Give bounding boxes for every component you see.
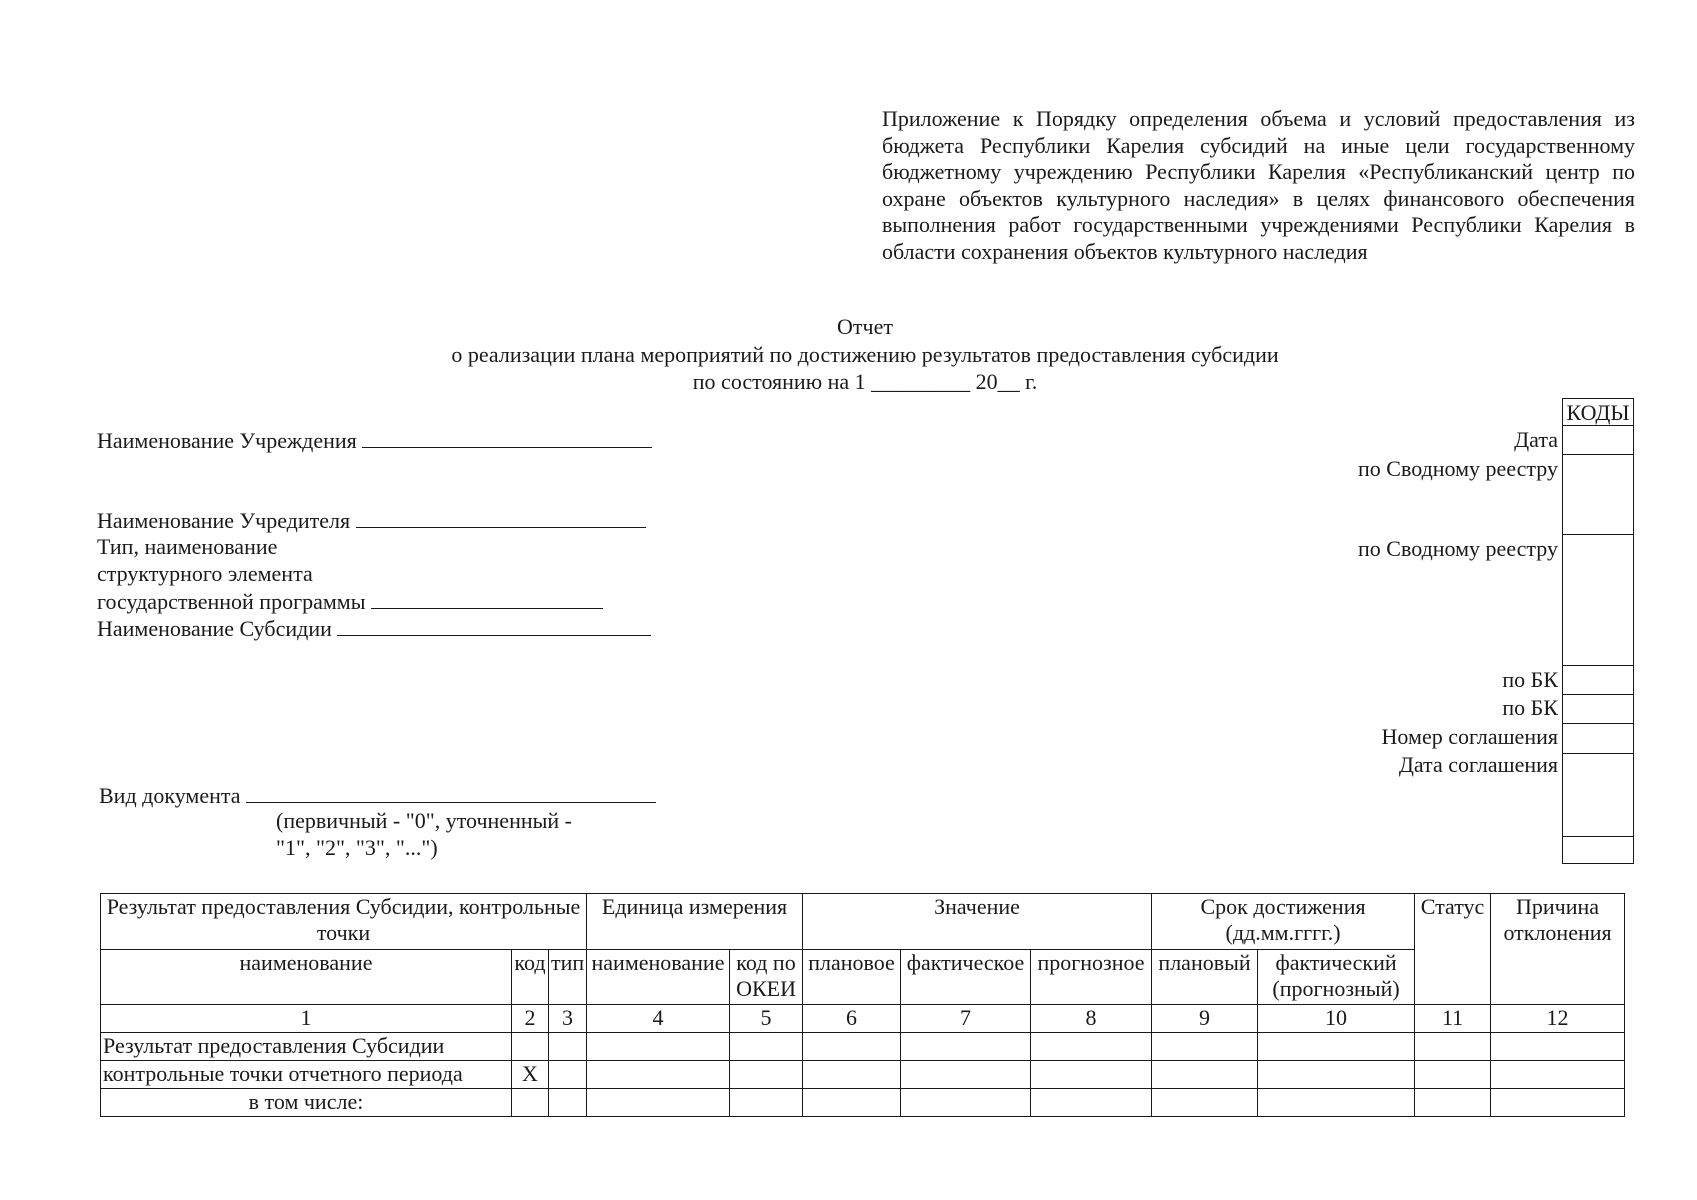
table-cell[interactable] bbox=[1415, 1089, 1491, 1117]
program-type-label-3: государственной программы bbox=[97, 589, 366, 614]
table-row bbox=[101, 1033, 1625, 1061]
column-number: 2 bbox=[512, 1005, 549, 1033]
table-cell[interactable] bbox=[901, 1089, 1031, 1117]
row-label: Результат предоставления Субсидии bbox=[101, 1033, 512, 1061]
program-blank[interactable] bbox=[371, 588, 603, 609]
doc-kind-label: Вид документа bbox=[99, 783, 241, 808]
header-unit-name: наименование bbox=[587, 950, 730, 1005]
institution-field bbox=[97, 427, 652, 454]
doc-kind-blank[interactable] bbox=[246, 782, 656, 803]
table-row bbox=[101, 1089, 1625, 1117]
codes-divider bbox=[1563, 694, 1633, 695]
codes-divider bbox=[1563, 753, 1633, 754]
table-row bbox=[101, 1061, 1625, 1089]
table-cell[interactable] bbox=[730, 1033, 803, 1061]
doc-kind-field bbox=[99, 782, 656, 809]
table-cell[interactable] bbox=[1258, 1089, 1415, 1117]
table-cell[interactable] bbox=[730, 1061, 803, 1089]
codes-divider bbox=[1563, 665, 1633, 666]
column-number: 8 bbox=[1031, 1005, 1152, 1033]
table-cell[interactable] bbox=[803, 1033, 901, 1061]
founder-field bbox=[97, 507, 646, 534]
header-type: тип bbox=[549, 950, 587, 1005]
table-cell[interactable] bbox=[1258, 1061, 1415, 1089]
table-cell[interactable] bbox=[1415, 1061, 1491, 1089]
table-cell[interactable] bbox=[1258, 1033, 1415, 1061]
table-cell[interactable] bbox=[803, 1061, 901, 1089]
header-planned: плановое bbox=[803, 950, 901, 1005]
codes-divider bbox=[1563, 836, 1633, 837]
header-name: наименование bbox=[101, 950, 512, 1005]
header-actual: фактическое bbox=[901, 950, 1031, 1005]
codes-divider bbox=[1563, 534, 1633, 535]
table-cell[interactable] bbox=[587, 1089, 730, 1117]
column-number: 6 bbox=[803, 1005, 901, 1033]
codes-divider bbox=[1563, 454, 1633, 455]
table-cell[interactable] bbox=[1415, 1033, 1491, 1061]
table-cell[interactable] bbox=[901, 1033, 1031, 1061]
column-number: 11 bbox=[1415, 1005, 1491, 1033]
column-number: 9 bbox=[1152, 1005, 1258, 1033]
institution-label: Наименование Учреждения bbox=[97, 428, 357, 453]
program-field bbox=[97, 588, 603, 615]
table-cell[interactable] bbox=[549, 1089, 587, 1117]
column-number: 12 bbox=[1491, 1005, 1625, 1033]
header-term-planned: плановый bbox=[1152, 950, 1258, 1005]
program-type-label-2: структурного элемента bbox=[97, 561, 313, 586]
column-number: 1 bbox=[101, 1005, 512, 1033]
table-cell[interactable] bbox=[730, 1089, 803, 1117]
column-number: 3 bbox=[549, 1005, 587, 1033]
row-code[interactable] bbox=[512, 1089, 549, 1117]
table-cell[interactable] bbox=[901, 1061, 1031, 1089]
codes-title: КОДЫ bbox=[1566, 400, 1630, 425]
report-title: Отчет bbox=[837, 314, 893, 339]
agreement-date-label: Дата соглашения bbox=[1398, 752, 1558, 777]
table-cell[interactable] bbox=[1031, 1033, 1152, 1061]
doc-kind-hint-2: "1", "2", "3", "...") bbox=[276, 835, 438, 860]
header-code: код bbox=[512, 950, 549, 1005]
institution-blank[interactable] bbox=[362, 427, 652, 448]
codes-box bbox=[1562, 398, 1634, 864]
row-code[interactable] bbox=[512, 1033, 549, 1061]
registry-label-1: по Сводному реестру bbox=[1358, 456, 1558, 481]
header-forecast: прогнозное bbox=[1031, 950, 1152, 1005]
row-label: контрольные точки отчетного периода bbox=[101, 1061, 512, 1089]
header-result-group: Результат предоставления Субсидии, контрольные точки bbox=[101, 894, 587, 950]
table-cell[interactable] bbox=[803, 1089, 901, 1117]
header-value-group: Значение bbox=[803, 894, 1152, 950]
table-cell[interactable] bbox=[1152, 1089, 1258, 1117]
header-reason: Причина отклонения bbox=[1491, 894, 1625, 1005]
report-date-line: по состоянию на 1 _________ 20__ г. bbox=[692, 369, 1038, 394]
report-subtitle: о реализации плана мероприятий по достижению результатов предоставления субсидии bbox=[451, 342, 1279, 367]
bk-label-1: по БК bbox=[1502, 667, 1558, 692]
column-number: 4 bbox=[587, 1005, 730, 1033]
header-term-actual: фактический (прогнозный) bbox=[1258, 950, 1415, 1005]
header-status: Статус bbox=[1415, 894, 1491, 1005]
table-cell[interactable] bbox=[1491, 1089, 1625, 1117]
table-cell[interactable] bbox=[1152, 1061, 1258, 1089]
header-unit-group: Единица измерения bbox=[587, 894, 803, 950]
table-cell[interactable] bbox=[1031, 1089, 1152, 1117]
table-cell[interactable] bbox=[587, 1033, 730, 1061]
column-numbers-row bbox=[101, 1005, 1625, 1033]
table-cell[interactable] bbox=[1491, 1033, 1625, 1061]
program-type-label-1: Тип, наименование bbox=[97, 534, 278, 559]
table-cell[interactable] bbox=[1031, 1061, 1152, 1089]
appendix-text: Приложение к Порядку определения объема и условий предоставления из бюджета Республики Карелия субсидий на иные цели государственному бюджетному учреждению Республики Карелия «Республиканский центр по охране объектов культурного наследия» в целях финансового обеспечения выполнения работ государственными учреждениями Республики Карелия в области сохранения объектов культурного наследия bbox=[882, 106, 1635, 264]
table-cell[interactable] bbox=[1152, 1033, 1258, 1061]
header-term-group: Срок достижения (дд.мм.гггг.) bbox=[1152, 894, 1415, 950]
subsidy-label: Наименование Субсидии bbox=[97, 616, 332, 641]
row-code[interactable]: X bbox=[512, 1061, 549, 1089]
founder-blank[interactable] bbox=[356, 507, 646, 528]
codes-divider bbox=[1563, 723, 1633, 724]
table-cell[interactable] bbox=[1491, 1061, 1625, 1089]
table-cell[interactable] bbox=[549, 1033, 587, 1061]
column-number: 10 bbox=[1258, 1005, 1415, 1033]
row-label: в том числе: bbox=[101, 1089, 512, 1117]
column-number: 5 bbox=[730, 1005, 803, 1033]
doc-kind-hint-1: (первичный - "0", уточненный - bbox=[276, 808, 572, 833]
registry-label-2: по Сводному реестру bbox=[1358, 536, 1558, 561]
results-table bbox=[100, 893, 1625, 1117]
table-cell[interactable] bbox=[587, 1061, 730, 1089]
subsidy-blank[interactable] bbox=[337, 615, 651, 636]
agreement-number-label: Номер соглашения bbox=[1381, 724, 1558, 749]
founder-label: Наименование Учредителя bbox=[97, 508, 351, 533]
subsidy-field bbox=[97, 615, 651, 642]
column-number: 7 bbox=[901, 1005, 1031, 1033]
table-cell[interactable] bbox=[549, 1061, 587, 1089]
header-okei: код по ОКЕИ bbox=[730, 950, 803, 1005]
bk-label-2: по БК bbox=[1502, 695, 1558, 720]
date-label: Дата bbox=[1514, 427, 1558, 452]
